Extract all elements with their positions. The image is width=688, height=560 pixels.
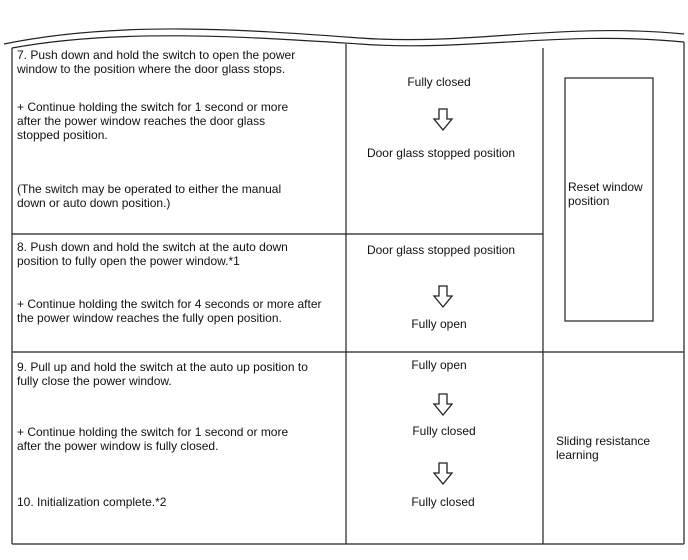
step8-text: 8. Push down and hold the switch at the auto down position to fully open the power window.*1 <box>17 240 288 268</box>
sliding-resistance-label: Sliding resistance learning <box>556 434 651 462</box>
step10-status: Fully closed <box>411 495 475 509</box>
down-arrow-icon <box>432 285 454 309</box>
step8-status-to: Fully open <box>411 317 467 331</box>
step7-note: (The switch may be operated to either the manual down or auto down position.) <box>17 182 282 210</box>
down-arrow-icon <box>432 393 454 417</box>
step7-text: 7. Push down and hold the switch to open the power window to the position where the door glass stops. <box>17 48 296 76</box>
step8-status-from: Door glass stopped position <box>366 243 516 257</box>
reset-window-label: Reset window position <box>568 180 643 208</box>
down-arrow-icon <box>432 462 454 486</box>
down-arrow-icon <box>432 108 454 132</box>
wavy-edge-outer <box>4 29 684 44</box>
step7-continue: + Continue holding the switch for 1 second or more after the power window reaches the door glass stopped position. <box>17 100 289 142</box>
step9-status-to: Fully closed <box>412 424 476 438</box>
step9-text: 9. Pull up and hold the switch at the auto up position to fully close the power window. <box>17 360 308 388</box>
step7-status-from: Fully closed <box>407 75 471 89</box>
step7-status-to: Door glass stopped position <box>366 146 516 160</box>
step10-text: 10. Initialization complete.*2 <box>17 495 167 509</box>
step9-continue: + Continue holding the switch for 1 second or more after the power window is fully closed. <box>17 425 289 453</box>
step8-continue: + Continue holding the switch for 4 seconds or more after the power window reaches the fully open position. <box>17 297 322 325</box>
step9-status-from: Fully open <box>411 358 467 372</box>
